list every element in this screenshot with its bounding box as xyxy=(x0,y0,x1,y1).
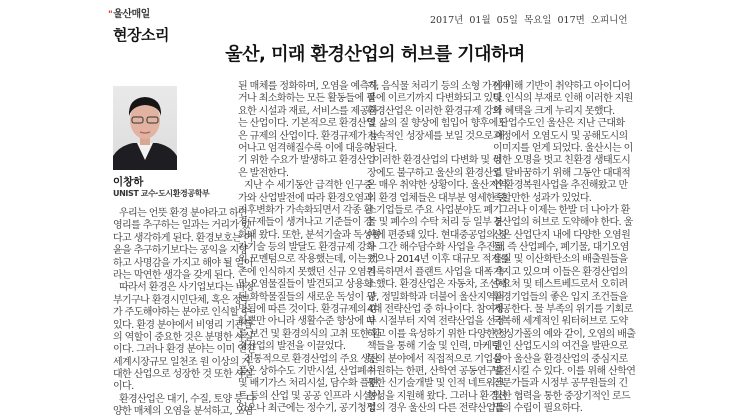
article-line: 거나 최소화하는 모든 활동들에 필 xyxy=(238,93,376,105)
article-line: 제공한다. 물 부족의 위기를 기회로 xyxy=(493,304,633,316)
article-line: 된 화학물질들의 새로운 독성이 규 xyxy=(238,291,376,303)
article-column-3 xyxy=(367,81,510,416)
article-line: 우리는 언뜻 환경 분야라고 하면 xyxy=(119,208,248,219)
article-line: 의 혜택을 크게 누리지 못했다. xyxy=(493,105,615,117)
article-line: 원인 산업도시의 여건을 발판으로 xyxy=(493,341,628,353)
article-line: 지속적인 성장세를 보일 것으로 예 xyxy=(367,130,505,142)
article-line: 경산업의 발전을 이끌었다. xyxy=(238,341,346,353)
article-line: 환경산업은 대기, 수질, 토양 등 다 xyxy=(119,393,255,405)
article-line: 었으나 최근에는 정수기, 공기청정 xyxy=(238,403,376,415)
article-line: 지난 수 세기동안 급격한 인구증 xyxy=(244,180,373,192)
article-line: 인 환경복원사업을 추진해왔고 만 xyxy=(493,180,628,192)
article-line: 의 환경 업체들은 대부분 영세한 중 xyxy=(367,192,507,204)
article-line: 전문가들과 시정부 공무원들의 긴 xyxy=(493,378,628,390)
article-line: 대한 산업으로 성장한 것 또한 사실 xyxy=(113,369,253,381)
article-line: 지원하는 한편, 산학연 공동연구를 xyxy=(367,365,505,377)
author-name: 이창하 xyxy=(113,176,144,188)
article-line: 들, 즉 산업폐수, 폐기물, 대기오염 xyxy=(493,242,629,254)
article-line: 및 배기가스 처리시설, 담수화 플랜 xyxy=(238,378,378,390)
article-line: 는 산업이다. 기본적으로 환경산업 xyxy=(238,118,376,130)
logo-text: 울산매일 xyxy=(113,9,150,20)
article-line: 러한 오명을 벗고 친환경 생태도시 xyxy=(493,155,631,167)
article-line: 야에 편중돼 있다. 현대중공업의 경 xyxy=(367,229,507,241)
article-line: 책들을 통해 기술 및 인력, 마케팅 xyxy=(367,341,501,353)
article-line: 기록하면서 플랜트 사업을 대폭 축 xyxy=(367,266,505,278)
article-line: 기 위한 수요가 발생하고 환경산업 xyxy=(238,155,376,167)
article-line: 하고 이를 육성하기 위한 다양한 정 xyxy=(367,328,507,340)
article-line: 발전시킬 수 있다. 이를 위해 산학연 xyxy=(493,365,636,377)
article-line: 및 오염물질들이 발견되고 상용화 xyxy=(238,279,373,291)
article-column-1 xyxy=(113,208,256,419)
logo-mark: " xyxy=(108,10,113,20)
article-column-4 xyxy=(493,81,636,416)
article-line: 은 발전한다. xyxy=(238,167,289,179)
article-line: 이러한 환경산업의 다변화 및 성 xyxy=(373,155,502,167)
article-line: 부기구나 환경시민단체, 혹은 정부 xyxy=(113,294,251,306)
article-line: 극복해 세계적인 워터허브로 도약 xyxy=(493,316,628,328)
article-line: 형성을 지원해 왔다. 그러나 환경산 xyxy=(367,390,507,402)
article-line: 다고 생각하게 된다. 환경보호는 이 xyxy=(113,232,253,244)
article-line: 통한 신기술개발 및 인적 네트워크 xyxy=(367,378,505,390)
article-line: 및 인식의 부재로 인해 이러한 지원 xyxy=(493,93,633,105)
article-line: 전통적으로 환경산업의 주요 생산 xyxy=(244,353,379,365)
article-column-2 xyxy=(238,81,381,416)
article-line: 영리를 추구하는 일과는 거리가 있 xyxy=(113,220,251,232)
article-line: 의 모멘텀으로 작용했는데, 이는 기 xyxy=(238,254,378,266)
article-line: 환경산업은 이러한 환경규제 강화 xyxy=(367,105,502,117)
article-line: 품은 상하수도 기반시설, 산업폐수 xyxy=(238,365,376,377)
article-line: 및 삶의 질 향상에 힘입어 향후에도 xyxy=(367,118,507,130)
article-line: 있다. 환경 분야에서 비영리 기관들 xyxy=(113,319,253,331)
article-line: 업의 경우 울산의 다른 전략산업들 xyxy=(367,403,505,415)
article-line: 소기업들로 주요 사업분야도 폐기 xyxy=(367,204,502,216)
newspaper-logo xyxy=(108,5,150,20)
article-line: 경규제들이 생겨나고 기준들이 강 xyxy=(238,217,373,229)
article-line: 한 싱가폴의 예와 같이, 오염의 배출 xyxy=(493,328,636,340)
article-line: 기, 음식물 처리기 등의 소형 가전제 xyxy=(367,81,510,92)
article-line: 라는 막연한 생각을 갖게 된다. xyxy=(113,269,235,281)
article-line: 된 매체를 정화하며, 오염을 예측하 xyxy=(238,81,378,92)
article-line: 존에 인식하지 못했던 신규 오염원 xyxy=(238,266,376,278)
article-line: 경산업의 허브로 도약해야 한다. 울 xyxy=(493,217,633,229)
article-line: 수요처 및 테스트베드로서 오히려 xyxy=(493,279,628,291)
article-line: 이다. 그러나 환경 분야는 이미 연간 xyxy=(113,344,256,356)
article-line: 에 비해 기반이 취약하고 아이디어 xyxy=(493,81,631,92)
section-title: 현장소리 xyxy=(113,26,169,44)
article-line: 물 및 폐수의 수탁 처리 등 일부 분 xyxy=(367,217,503,229)
article-line: 물질 및 이산화탄소의 배출원들을 xyxy=(493,254,628,266)
article-line: 소했다. 환경산업은 자동차, 조선해 xyxy=(367,279,507,291)
article-line: 양한 매체의 오염을 분석하고, 오염 xyxy=(113,406,253,418)
article-line: 은 규제의 산업이다. 환경규제가 늘 xyxy=(238,130,378,142)
article-line: 기후변화가 가속화되면서 각종 환 xyxy=(238,204,373,216)
article-line: 어나고 엄격해질수록 이에 대응하 xyxy=(238,142,373,154)
article-line: 품에 이르기까지 다변화되고 있다. xyxy=(367,93,505,105)
article-line: 요한 시설과 재료, 서비스를 제공하 xyxy=(238,105,378,117)
article-line: 세계시장규모 일천조 원 이상의 거 xyxy=(113,356,251,368)
article-line: 가기술 등의 발달도 환경규제 강화 xyxy=(238,242,376,254)
article-line: 부 시절부터 지역 전략산업을 선정 xyxy=(367,316,505,328)
article-line: 4대 전략산업 중 하나이다. 참여정 xyxy=(367,304,504,316)
article-line: 하고 사명감을 가지고 해야 될 일이 xyxy=(113,257,253,269)
author-photo xyxy=(113,86,177,170)
article-line: 의 역할이 중요한 것은 분명한 사실 xyxy=(113,331,253,343)
article-line: 은 매우 취약한 상황이다. 울산지역 xyxy=(367,180,507,192)
dateline: 2017년 01월 05일 목요일 017면 오피니언 xyxy=(430,15,628,26)
article-line: 밀한 협력을 통한 중장기적인 로드 xyxy=(493,390,631,402)
article-line: 과정에서 오염도시 및 공해도시의 xyxy=(493,130,628,142)
article-line: 화뿐만 아니라 생활수준 향상에 따 xyxy=(238,316,376,328)
article-line: 따라서 환경은 사기업보다는 비정 xyxy=(119,282,254,294)
article-line: 상된다. xyxy=(367,142,397,154)
article-line: 가와 산업발전에 따라 환경오염과 xyxy=(238,192,373,204)
article-line: 양, 정밀화학과 더불어 울산지역의 xyxy=(367,291,505,303)
article-line: 화돼 왔다. 또한, 분석기술과 독성평 xyxy=(238,229,381,241)
article-line: 환경기업들의 좋은 입지 조건들을 xyxy=(493,291,628,303)
article-line: 족할만한 성과가 있었다. xyxy=(493,192,592,204)
article-line: 이다. xyxy=(113,381,134,393)
article-line: 등의 분야에서 직접적으로 기업을 xyxy=(367,353,502,365)
article-line: 로 탈바꿈하기 위해 그동안 대대적 xyxy=(493,167,631,179)
article-line: 맵의 수립이 필요하다. xyxy=(493,403,583,415)
article-line: 른 보건 및 환경의식의 고취 또한 환 xyxy=(238,328,381,340)
article-line: 명됨에 따른 것이다. 환경규제의 강 xyxy=(238,304,378,316)
article-line: 왔으나 2014년 이후 대규모 적자를 xyxy=(367,254,510,266)
article-line: 그러나 이제는 한발 더 나아가 환 xyxy=(499,204,630,216)
headline: 울산, 미래 환경산업의 허브를 기대하며 xyxy=(225,44,525,65)
article-line: 산업수도인 울산은 지난 근대화 xyxy=(499,118,625,130)
article-line: 가 주도해야하는 분야로 인식할 수 xyxy=(113,307,251,319)
article-line: 삼아 울산을 환경산업의 중심지로 xyxy=(493,353,628,365)
article-line: 트 등의 산업 및 공공 인프라 시설이 xyxy=(238,390,381,402)
article-line: 가지고 있으며 이들은 환경산업의 xyxy=(493,266,628,278)
article-line: 산은 산업단지 내에 다양한 오염원 xyxy=(493,229,631,241)
article-line: 우 그간 해수담수화 사업을 추진해 xyxy=(367,242,505,254)
article-line: 장에도 불구하고 울산의 환경산업 xyxy=(367,167,502,179)
article-line: 이미지를 얻게 되었다. 울산시는 이 xyxy=(493,142,633,154)
article-line: 윤을 추구하기보다는 공익을 지향 xyxy=(113,245,248,257)
author-affiliation: UNIST 교수·도시환경공학부 xyxy=(113,189,210,198)
